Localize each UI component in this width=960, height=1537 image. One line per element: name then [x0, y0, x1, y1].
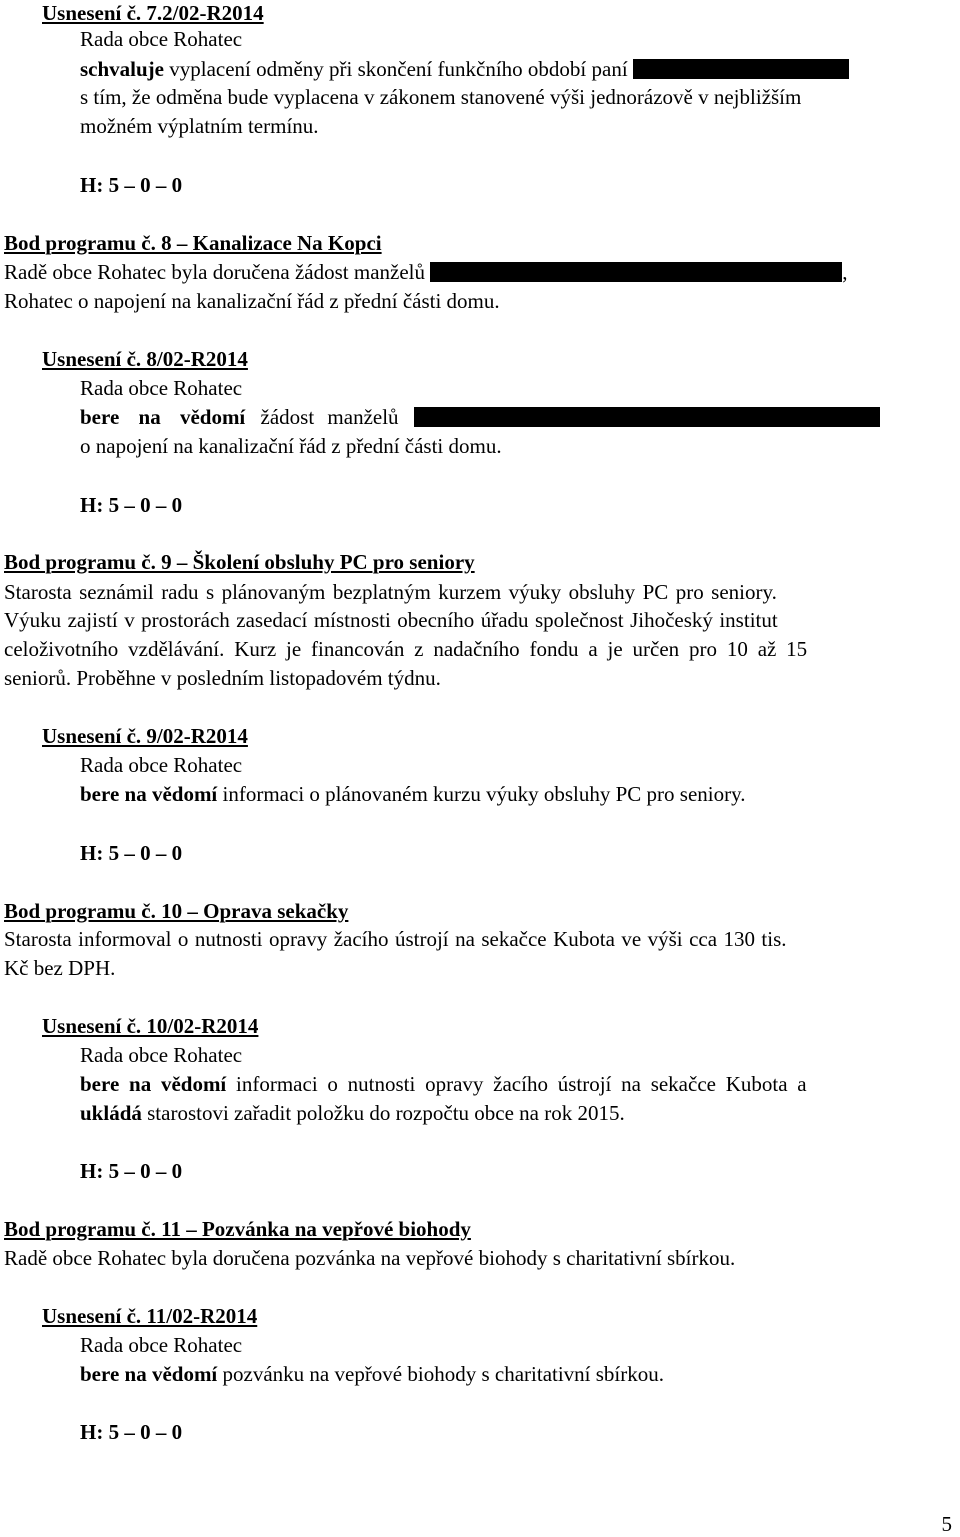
agenda-item-text-line: , — [842, 260, 848, 284]
resolution-text — [80, 781, 746, 807]
vote-result: H: 5 – 0 – 0 — [80, 1420, 183, 1444]
agenda-item-title: Bod programu č. 11 – Pozvánka na vepřové biohody — [4, 1217, 471, 1241]
agenda-item-text-line: Radě obce Rohatec byla doručena pozvánka na vepřové biohody s charitativní sbírkou. — [4, 1246, 736, 1270]
agenda-item-text — [4, 259, 847, 285]
resolution-verb: bere na vědomí — [80, 1362, 218, 1386]
redaction-block — [633, 59, 849, 79]
agenda-item-text-line: celoživotního vzdělávání. Kurz je financován z nadačního fondu a je určen pro 10 až 15 — [4, 637, 808, 661]
resolution-text-line: s tím, že odměna bude vyplacena v zákonem stanovené výši jednorázově v nejbližším — [80, 85, 802, 109]
agenda-item-text-line: Kč bez DPH. — [4, 956, 116, 980]
resolution-title: Usnesení č. 10/02-R2014 — [42, 1014, 259, 1038]
resolution-body: Rada obce Rohatec — [80, 753, 243, 777]
agenda-item-text-line: Starosta informoval o nutnosti opravy žacího ústrojí na sekačce Kubota ve výši cca 130 tis. — [4, 927, 787, 951]
agenda-item-title: Bod programu č. 9 – Školení obsluhy PC pro seniory — [4, 550, 475, 574]
resolution-text-line: starostovi zařadit položku do rozpočtu obce na rok 2015. — [147, 1101, 625, 1125]
resolution-text-line: o napojení na kanalizační řád z přední části domu. — [80, 434, 502, 458]
resolution-verb: bere na vědomí — [80, 782, 218, 806]
agenda-item-text-line: Rohatec o napojení na kanalizační řád z přední části domu. — [4, 289, 500, 313]
redaction-block — [414, 407, 880, 427]
resolution-text — [80, 1361, 664, 1387]
vote-result: H: 5 – 0 – 0 — [80, 841, 183, 865]
resolution-body: Rada obce Rohatec — [80, 376, 243, 400]
resolution-title: Usnesení č. 11/02-R2014 — [42, 1304, 258, 1328]
resolution-text-line: možném výplatním termínu. — [80, 114, 319, 138]
resolution-text — [80, 1071, 807, 1097]
resolution-body: Rada obce Rohatec — [80, 1043, 243, 1067]
resolution-body: Rada obce Rohatec — [80, 1333, 243, 1357]
resolution-body: Rada obce Rohatec — [80, 27, 243, 51]
page-number: 5 — [941, 1512, 952, 1536]
agenda-item-text-line: Radě obce Rohatec byla doručena žádost manželů — [4, 260, 425, 284]
redaction-block — [430, 262, 842, 282]
agenda-item-text-line: seniorů. Proběhne v posledním listopadovém týdnu. — [4, 666, 441, 690]
vote-result: H: 5 – 0 – 0 — [80, 1159, 183, 1183]
vote-result: H: 5 – 0 – 0 — [80, 493, 183, 517]
agenda-item-title: Bod programu č. 8 – Kanalizace Na Kopci — [4, 231, 382, 255]
resolution-text-line: informaci o nutnosti opravy žacího ústrojí na sekačce Kubota a — [236, 1072, 807, 1096]
resolution-text-line: žádost manželů — [260, 405, 399, 429]
resolution-title: Usnesení č. 9/02-R2014 — [42, 724, 248, 748]
resolution-title: Usnesení č. 8/02-R2014 — [42, 347, 248, 371]
resolution-text — [80, 404, 880, 430]
resolution-text-line: informaci o plánovaném kurzu výuky obsluhy PC pro seniory. — [222, 782, 746, 806]
agenda-item-text-line: Starosta seznámil radu s plánovaným bezplatným kurzem výuky obsluhy PC pro seniory. — [4, 580, 777, 604]
agenda-item-title: Bod programu č. 10 – Oprava sekačky — [4, 899, 349, 923]
resolution-text-line: vyplacení odměny při skončení funkčního období paní — [169, 57, 628, 81]
agenda-item-text-line: Výuku zajistí v prostorách zasedací místnosti obecního úřadu společnost Jihočeský institut — [4, 608, 778, 632]
resolution-text — [80, 1100, 625, 1126]
resolution-text-line: pozvánku na vepřové biohody s charitativní sbírkou. — [222, 1362, 665, 1386]
resolution-text — [80, 56, 849, 82]
resolution-verb: bere na vědomí — [80, 405, 246, 429]
vote-result: H: 5 – 0 – 0 — [80, 173, 183, 197]
resolution-verb: ukládá — [80, 1101, 142, 1125]
resolution-title: Usnesení č. 7.2/02-R2014 — [42, 1, 264, 25]
resolution-verb: schvaluje — [80, 57, 164, 81]
resolution-verb: bere na vědomí — [80, 1072, 227, 1096]
